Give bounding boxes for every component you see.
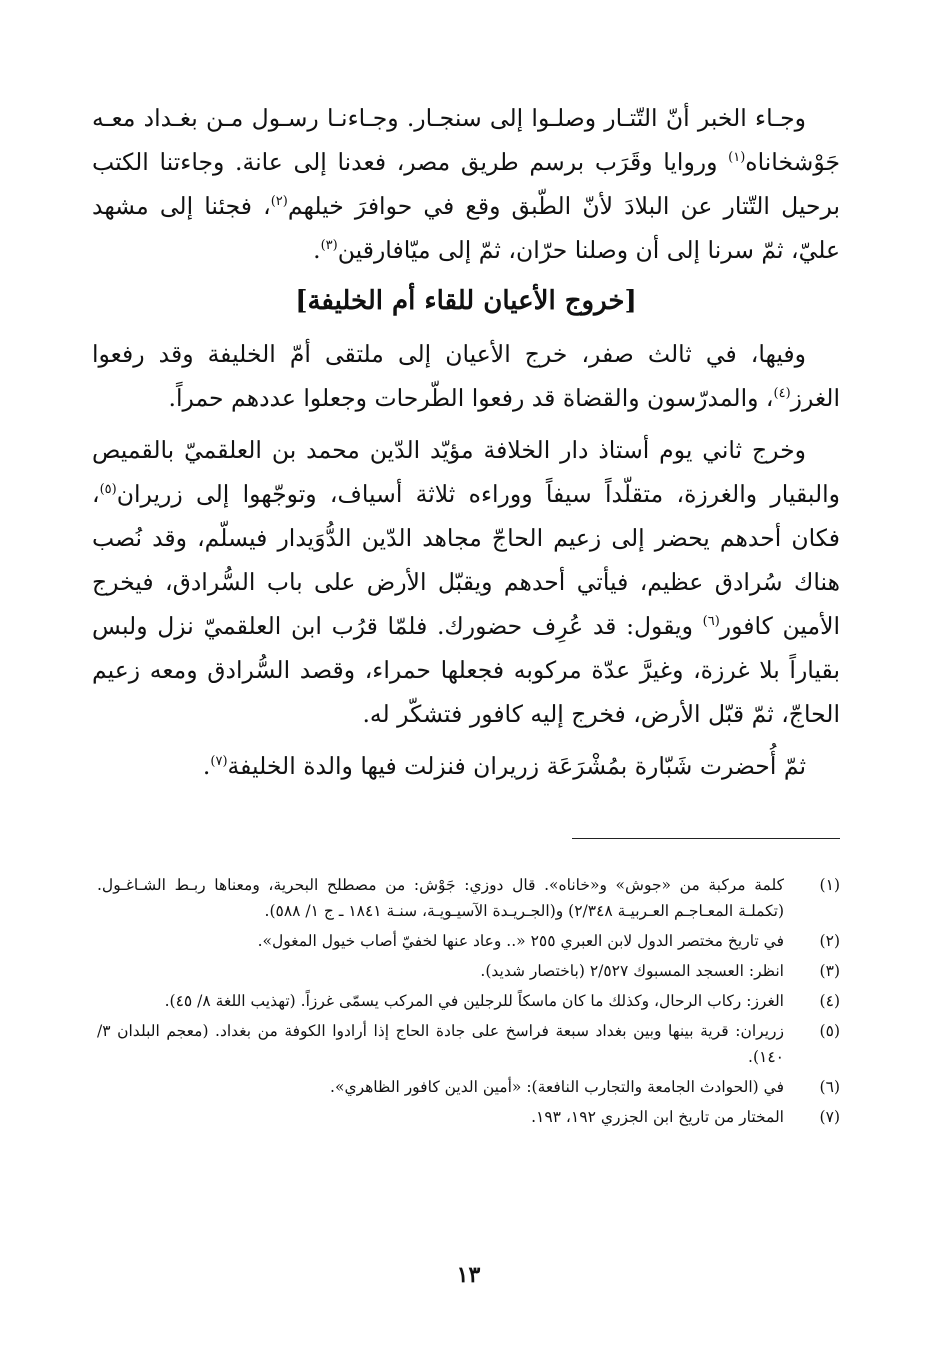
footnote-text: كلمة مركبة من «جوش» و«خاناه». قال دوزي: جَوْش: من مصطلح البحرية، ومعناها ربـط الشـاغـول. (تكملـة المعـاجـم العـربيـة ٢/٣٤٨) و(الجـريـدة الآسيـويـة، سنـة ١٨٤١ ـ ج ١/ ٥٨٨).: [97, 876, 784, 920]
footnote-ref-6[interactable]: (٦): [702, 614, 720, 630]
footnote-ref-4[interactable]: (٤): [773, 386, 791, 402]
paragraph-1: [92, 96, 840, 272]
footnote-number: (١): [819, 876, 840, 894]
footnote-number: (٤): [819, 992, 840, 1010]
footnote-number: (٧): [819, 1108, 840, 1126]
text-run: .: [202, 752, 211, 780]
text-run: وجـاء الخبر أنّ التّتـار وصلـوا إلى سنجـار. وجـاءنـا رسـول مـن بغـداد معـه جَوْشخاناه: [92, 104, 840, 176]
paragraph-3: [92, 428, 840, 736]
text-run: ، فجئنا إلى مشهد عليّ، ثمّ سرنا إلى أن وصلنا حرّان، ثمّ إلى ميّافارقين: [92, 192, 840, 264]
footnote-text: في تاريخ مختصر الدول لابن العبري ٢٥٥ «.. وعاد عنها لخفيّ أصاب خيول المغول».: [257, 932, 784, 950]
footnote-ref-2[interactable]: (٢): [270, 194, 288, 210]
footnote-ref-1[interactable]: (١): [728, 150, 746, 166]
footnote-text: زريران: قرية بينها وبين بغداد سبعة فراسخ على جادة الحاج إذا أرادوا الكوفة من بغداد. (معجم البلدان ٣/ ١٤٠).: [97, 1022, 784, 1066]
footnote-text: في (الحوادث الجامعة والتجارب النافعة): «أمين الدين كافور الظاهري».: [330, 1078, 784, 1096]
main-text: [92, 96, 840, 788]
paragraph-2: [92, 332, 840, 420]
footnote-separator: [572, 838, 840, 839]
footnote-number: (٣): [819, 962, 840, 980]
text-run: وروايا وقَرَب برسم طريق مصر، فعدنا إلى عانة. وجاءتنا الكتب برحيل التّتار عن البلادَ لأنّ الطّبق وقع في حوافرَ خيلهم: [92, 148, 840, 220]
footnote-ref-7[interactable]: (٧): [210, 754, 228, 770]
text-run: ، والمدرّسون والقضاة قد رفعوا الطّرحات وجعلوا عددهم حمراً.: [168, 384, 774, 412]
text-run: ، فكان أحدهم يحضر إلى زعيم الحاجّ مجاهد الدّين الدُّوَيدار فيسلّم، وقد نُصب هناك سُرادق عظيم، فيأتي أحدهم ويقبّل الأرض على باب السُّرادق، فيخرج الأمين كافور: [92, 480, 841, 640]
footnote-item: [97, 1074, 840, 1100]
text-run: ويقول: قد عُرِف حضورك. فلمّا قرُب ابن العلقميّ نزل ولبس بقياراً بلا غرزة، وغيرَّ عدّة مركوبه فجعلها حمراء، وقصد السُّرادق ومعه زعيم الحاجّ، ثمّ قبّل الأرض، فخرج إليه كافور فتشكّر له.: [92, 612, 840, 728]
footnote-text: انظر: العسجد المسبوك ٢/٥٢٧ (باختصار شديد).: [480, 962, 784, 980]
footnote-item: [97, 1018, 840, 1070]
footnote-ref-3[interactable]: (٣): [320, 238, 338, 254]
text-run: .: [313, 236, 321, 264]
footnote-item: [97, 872, 840, 924]
footnote-number: (٥): [819, 1022, 840, 1040]
footnote-item: [97, 958, 840, 984]
footnote-item: [97, 988, 840, 1014]
paragraph-4: [92, 744, 840, 788]
page-number: ١٣: [456, 1262, 481, 1288]
section-heading: [خروج الأعيان للقاء أم الخليفة]: [295, 286, 637, 316]
footnote-item: [97, 928, 840, 954]
text-run: وفيها، في ثالث صفر، خرج الأعيان إلى ملتقى أمّ الخليفة وقد رفعوا الغرز: [92, 340, 840, 412]
footnote-number: (٢): [819, 932, 840, 950]
footnote-text: المختار من تاريخ ابن الجزري ١٩٢، ١٩٣.: [531, 1108, 784, 1126]
footnotes: [97, 872, 840, 1134]
text-run: وخرج ثاني يوم أستاذ دار الخلافة مؤيّد الدّين محمد بن العلقميّ بالقميص والبقيار والغرزة، متقلّداً سيفاً ووراءه ثلاثة أسياف، وتوجّهوا إلى زريران: [92, 436, 840, 508]
text-run: ثمّ أُحضرت شَبّارة بمُشْرَعَة زريران فنزلت فيها والدة الخليفة: [227, 752, 806, 780]
footnote-ref-5[interactable]: (٥): [99, 482, 117, 498]
footnote-item: [97, 1104, 840, 1130]
footnote-text: الغرز: ركاب الرحال، وكذلك ما كان ماسكاً للرجلين في المركب يسمّى غرزاً. (تهذيب اللغة ٨/ ٤٥).: [164, 992, 784, 1010]
footnote-number: (٦): [819, 1078, 840, 1096]
